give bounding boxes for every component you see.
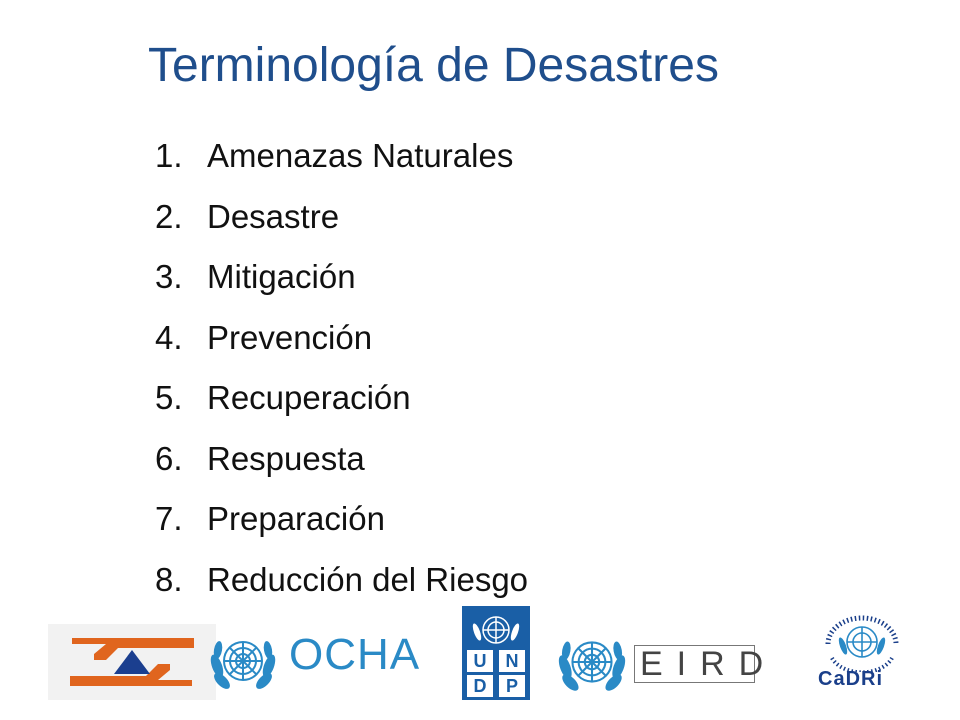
undp-letter: D	[467, 675, 493, 697]
item-number: 7.	[155, 500, 183, 538]
item-text: Desastre	[207, 197, 340, 235]
item-number: 4.	[155, 318, 183, 356]
item-number: 5.	[155, 379, 183, 417]
undp-logo	[462, 606, 530, 700]
undp-letter: U	[467, 650, 493, 672]
list-item	[155, 368, 528, 429]
item-text: Amenazas Naturales	[207, 137, 514, 175]
item-text: Reducción del Riesgo	[207, 560, 529, 598]
list-item	[155, 489, 528, 550]
undp-letter: P	[499, 675, 525, 697]
list-item	[155, 247, 528, 308]
list-item	[155, 429, 528, 490]
item-number: 1.	[155, 137, 183, 175]
list-item	[155, 550, 528, 611]
item-number: 3.	[155, 258, 183, 296]
cadri-logo-text: CaDRi	[818, 668, 884, 690]
item-text: Preparación	[207, 500, 385, 538]
un-emblem-icon	[468, 610, 524, 650]
ocha-logo-text: OCHA	[289, 630, 421, 679]
un-emblem-icon	[208, 626, 278, 696]
un-emblem-icon	[556, 626, 628, 698]
item-number: 2.	[155, 197, 183, 235]
list-item	[155, 187, 528, 248]
list-item	[155, 126, 528, 187]
item-text: Recuperación	[207, 379, 411, 417]
list-item	[155, 308, 528, 369]
civil-defense-logo	[48, 624, 216, 700]
slide-title: Terminología de Desastres	[148, 39, 719, 92]
item-text: Prevención	[207, 318, 373, 356]
item-text: Mitigación	[207, 258, 356, 296]
eird-logo-text: EIRD	[640, 645, 778, 683]
cadri-emblem-icon	[816, 610, 908, 672]
terms-list	[155, 126, 528, 610]
item-number: 6.	[155, 439, 183, 477]
item-text: Respuesta	[207, 439, 365, 477]
item-number: 8.	[155, 560, 183, 598]
undp-letter: N	[499, 650, 525, 672]
